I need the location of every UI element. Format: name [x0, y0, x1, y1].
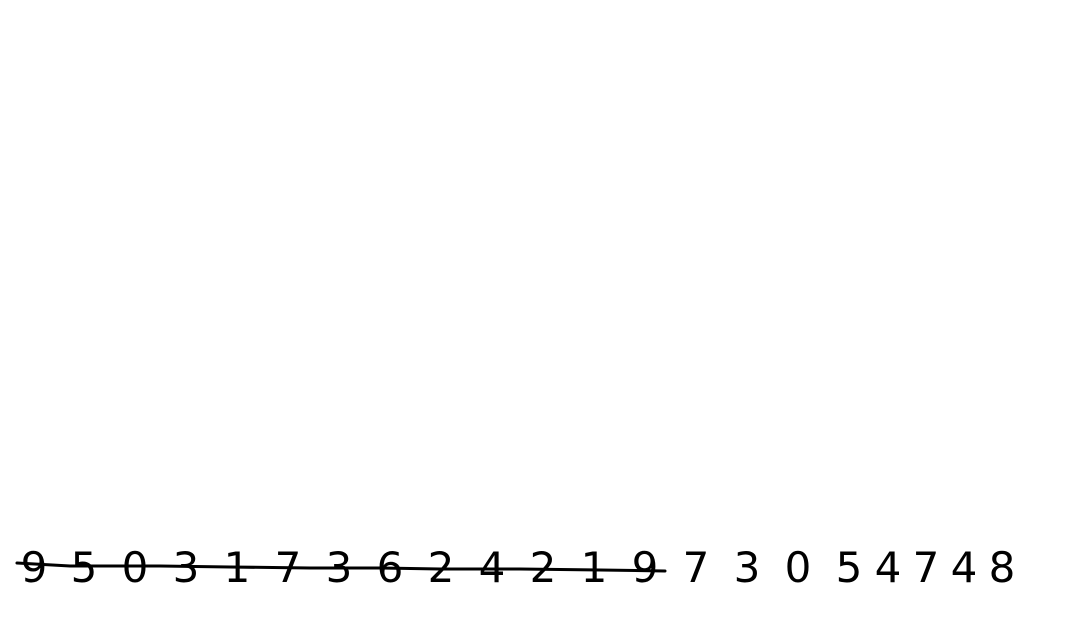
digit-16: 0 — [784, 543, 812, 592]
digit-14: 7 — [682, 543, 710, 592]
digit-19: 7 — [912, 543, 940, 592]
digit-4: 3 — [172, 543, 200, 592]
digit-2: 5 — [70, 543, 98, 592]
digit-18: 4 — [874, 543, 902, 592]
digit-1: 9 — [20, 543, 48, 592]
digit-15: 3 — [733, 543, 761, 592]
digit-3: 0 — [121, 543, 149, 592]
digit-5: 1 — [223, 543, 251, 592]
digit-17: 5 — [835, 543, 863, 592]
digit-11: 2 — [529, 543, 557, 592]
digit-12: 1 — [580, 543, 608, 592]
digit-21: 8 — [988, 543, 1016, 592]
digit-9: 2 — [427, 543, 455, 592]
digit-10: 4 — [478, 543, 506, 592]
digit-20: 4 — [950, 543, 978, 592]
digit-8: 6 — [376, 543, 404, 592]
digit-13: 9 — [631, 543, 659, 592]
digit-7: 3 — [325, 543, 353, 592]
digit-6: 7 — [274, 543, 302, 592]
